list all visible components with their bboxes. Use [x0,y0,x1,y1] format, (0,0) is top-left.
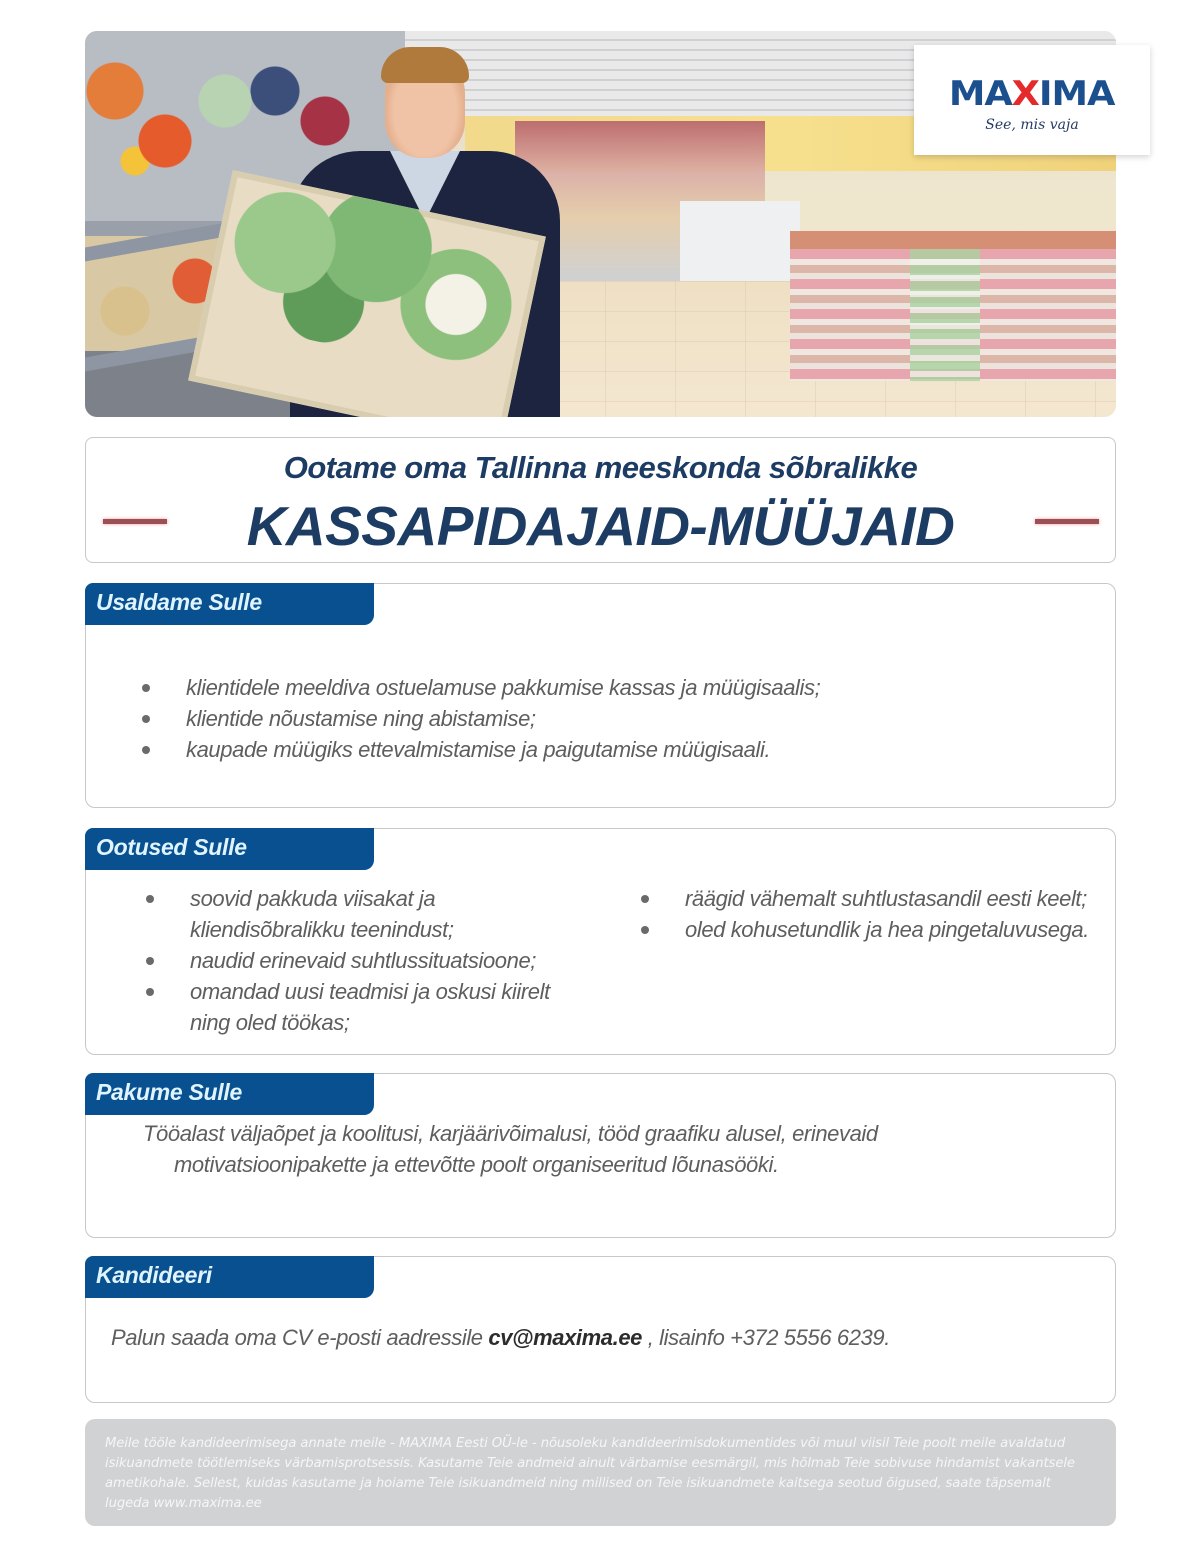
section-heading: Ootused Sulle [85,828,374,870]
list-item: oled kohusetundlik ja hea pingetaluvusega. [641,914,1091,945]
requirements-list-left [146,883,586,1038]
section-requirements [85,828,1116,1055]
email-link[interactable]: cv@maxima.ee [488,1325,643,1350]
list-item: soovid pakkuda viisakat ja kliendisõbralikku teenindust; [146,883,586,945]
apply-instructions: Palun saada oma CV e-posti aadressile cv@maxima.ee , lisainfo +372 5556 6239. [111,1325,890,1350]
section-heading: Kandideeri [85,1256,374,1298]
section-apply [85,1256,1116,1403]
privacy-notice: Meile tööle kandideerimisega annate meile - MAXIMA Eesti OÜ-le - nõusoleku kandideerimisdokumentides või muul viisil Teie poolt meile avaldatud isikuandmete töötlemiseks värbamisprotsessis. Kasutame Teie andmeid ainult värbamise eesmärgil, mis hõlmab Teie sobivuse hindamist vakantsele ametikohale. Sellest, kuidas kasutame ja hoiame Teie isikuandmeid ning millised on Teie isikuandmete kaitsega seotud õigused, saate täpsemalt lugeda www.maxima.ee [85,1419,1116,1526]
produce-display-stand [790,231,1116,381]
list-item: kaupade müügiks ettevalmistamise ja paigutamise müügisaali. [142,734,820,765]
benefits-line-2: motivatsioonipakette ja ettevõtte poolt organiseeritud lõunasööki. [174,1152,779,1177]
responsibilities-list [142,672,820,765]
headline-box [85,437,1116,563]
logo-wordmark: MAXIMA [949,74,1115,114]
maxima-logo [914,45,1150,155]
headline-subtitle: Ootame oma Tallinna meeskonda sõbralikke [283,450,918,485]
requirements-list-right [641,883,1091,945]
list-item: naudid erinevaid suhtlussituatsioone; [146,945,586,976]
list-item: omandad uusi teadmisi ja oskusi kiirelt ning oled töökas; [146,976,586,1038]
logo-x-mark: X [1012,74,1040,114]
benefits-text [143,1118,1023,1180]
list-item: räägid vähemalt suhtlustasandil eesti keelt; [641,883,1091,914]
store-service-counter [680,201,800,281]
list-item: klientide nõustamise ning abistamise; [142,703,820,734]
decorative-dash-right [1035,519,1099,524]
list-item: klientidele meeldiva ostuelamuse pakkumise kassas ja müügisaalis; [142,672,820,703]
section-heading: Usaldame Sulle [85,583,374,625]
section-heading: Pakume Sulle [85,1073,374,1115]
section-benefits [85,1073,1116,1238]
logo-tagline: See, mis vaja [985,117,1079,133]
section-responsibilities [85,583,1116,808]
benefits-line-1: Tööalast väljaõpet ja koolitusi, karjäärivõimalusi, tööd graafiku alusel, erinevaid [143,1121,878,1146]
headline-job-title: KASSAPIDAJAID-MÜÜJAID [246,495,955,557]
employee-hair [381,47,469,83]
